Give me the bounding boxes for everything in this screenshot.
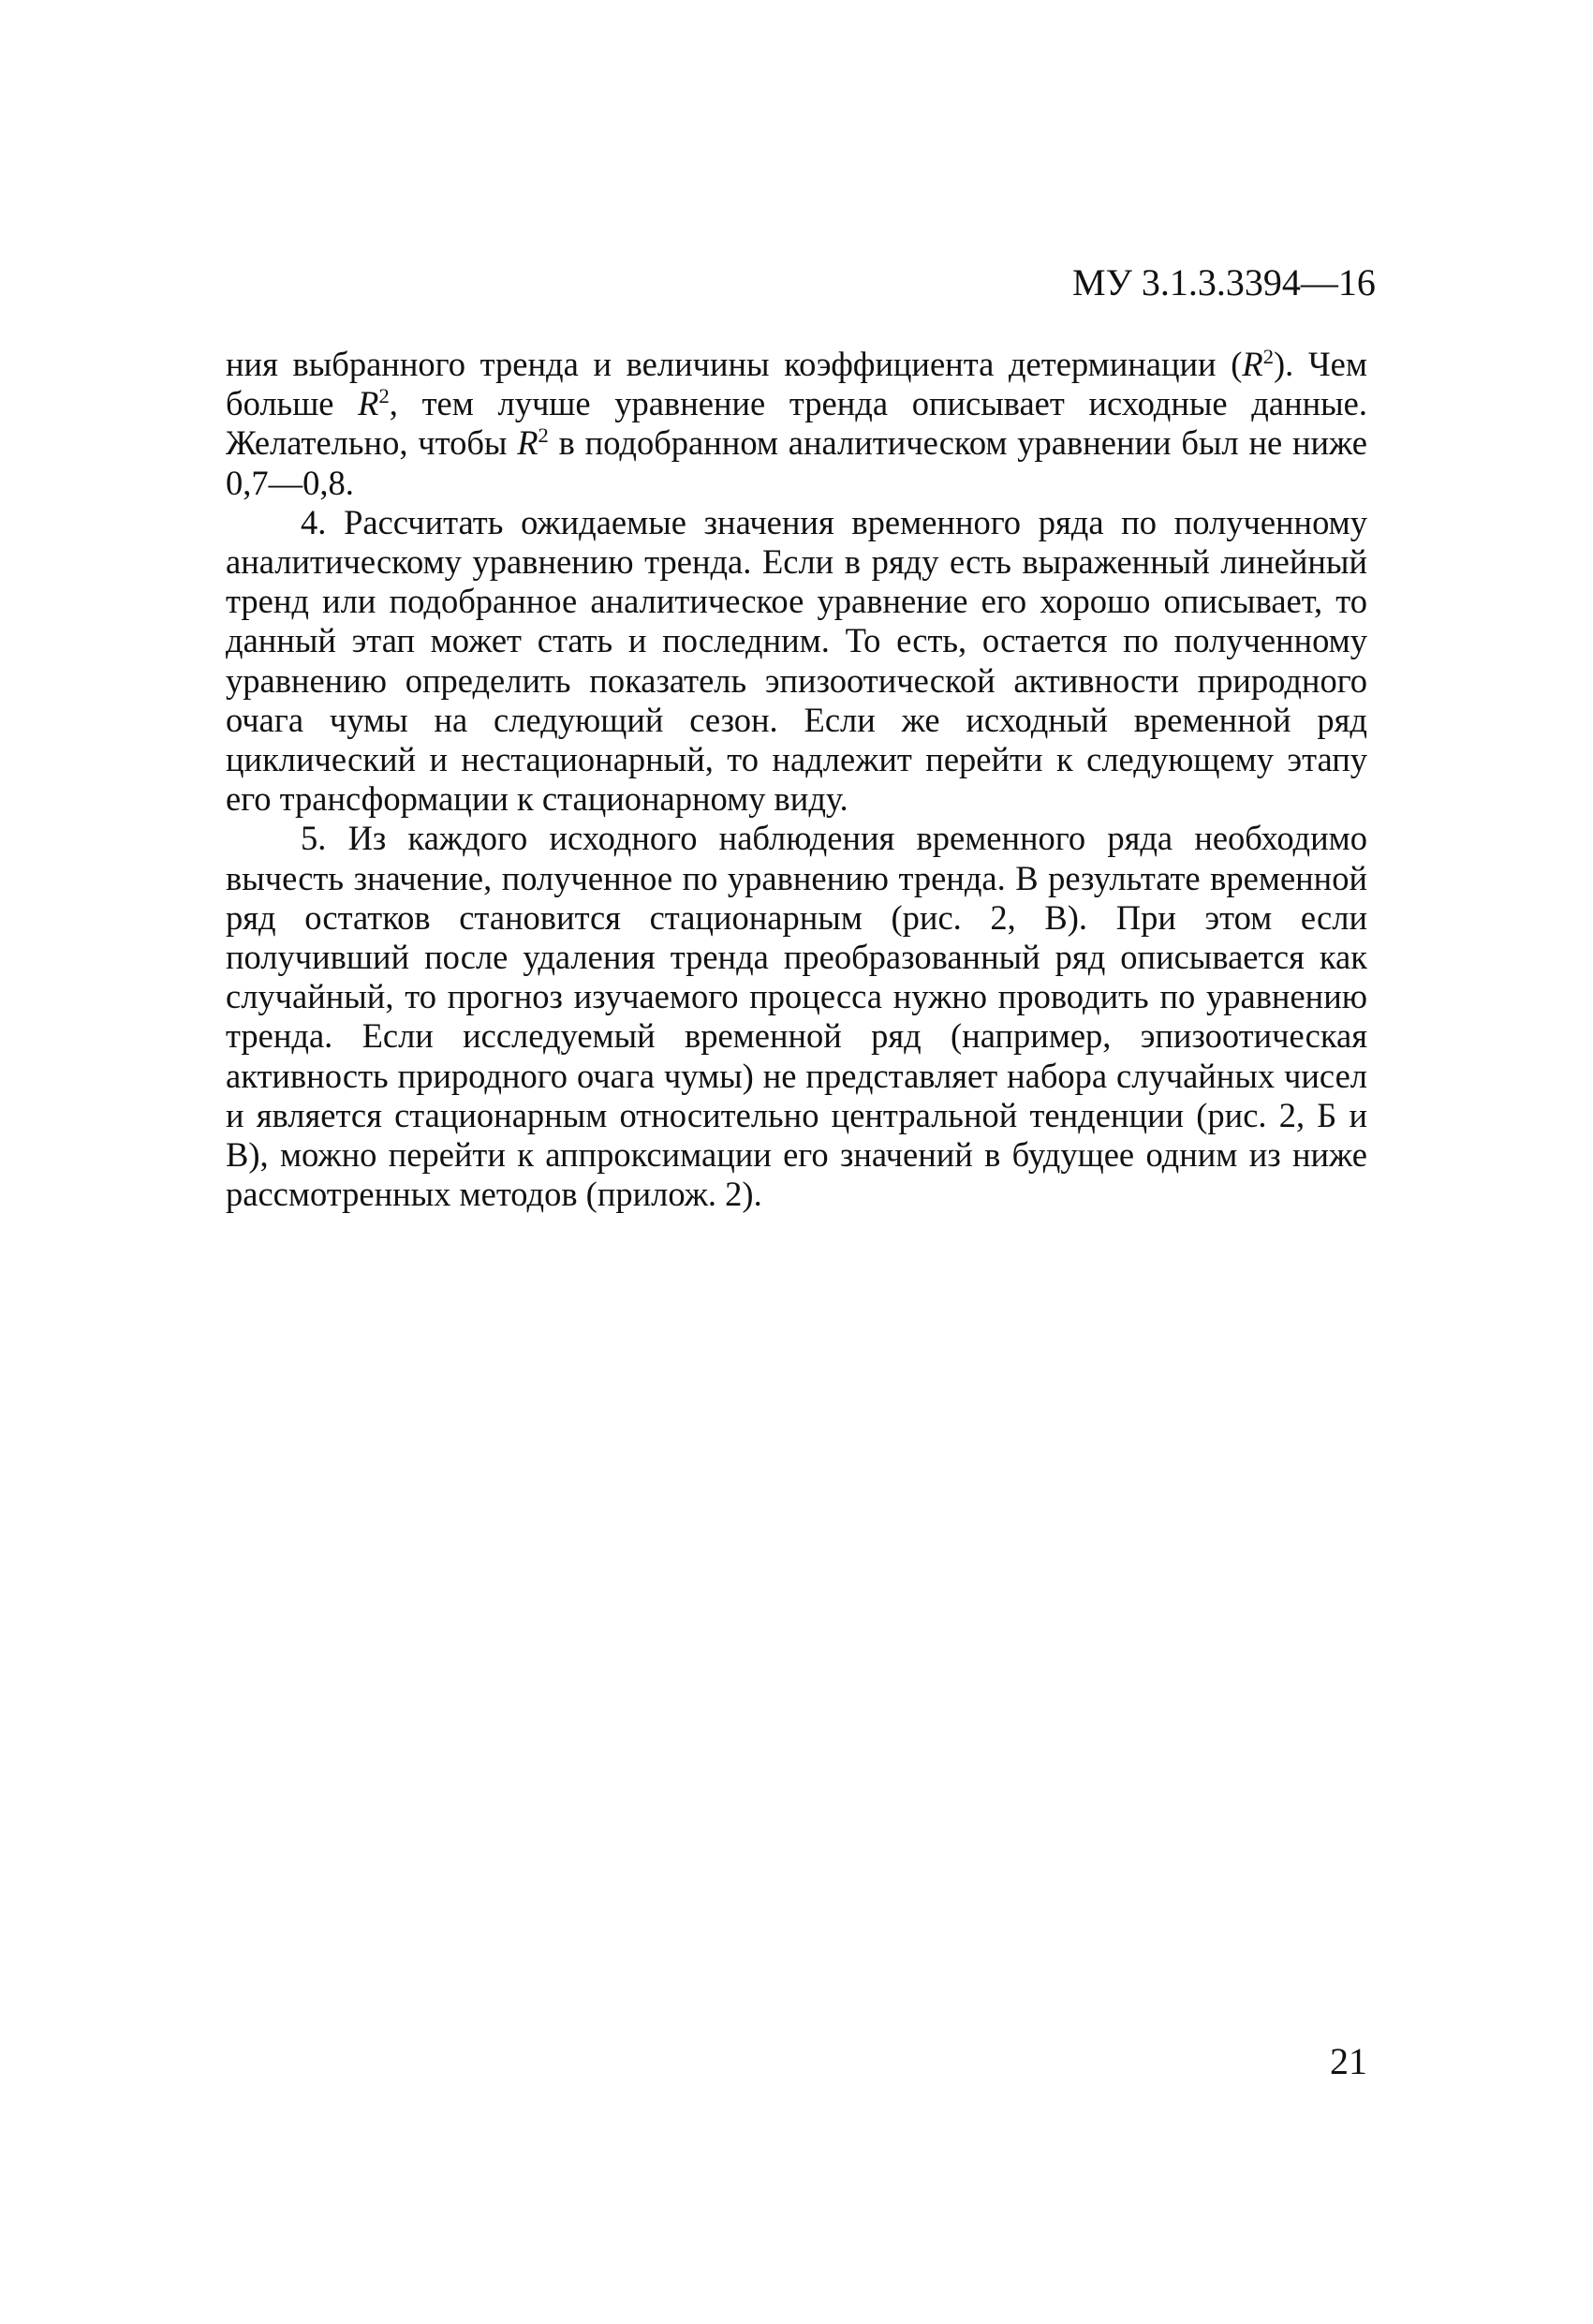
italic-symbol: R [358, 384, 379, 423]
document-code-header: МУ 3.1.3.3394—16 [1072, 261, 1376, 303]
text-run: в подобранном аналитическом уравнении был не ниже 0,7—0,8. [226, 423, 1367, 502]
text-run: ). Чем больше [226, 345, 1367, 423]
paragraph [226, 345, 1367, 503]
superscript: 2 [538, 423, 549, 448]
italic-symbol: R [1242, 345, 1263, 383]
body-text [226, 345, 1367, 1214]
superscript: 2 [1262, 344, 1274, 368]
text-run: 5. Из каждого исходного наблюдения временного ряда необходимо вычесть значение, полученное по уравнению тренда. В результате временной ряд остатков становится стационарным (рис. 2, В). При этом если получивший после удаления тренда преобразованный ряд описывается как случайный, то прогноз изучаемого процесса нужно проводить по уравнению тренда. Если исследуемый временной ряд (например, эпизоотическая активность природного очага чумы) не представляет набора случайных чисел и является стационарным относительно центральной тенденции (рис. 2, Б и В), можно перейти к аппроксимации его значений в будущее одним из ниже рассмотренных методов (прилож. 2). [226, 819, 1367, 1214]
text-run: , тем лучше уравнение тренда описывает исходные данные. Желательно, чтобы [226, 384, 1367, 463]
page-number: 21 [1330, 2040, 1367, 2082]
text-run: ния выбранного тренда и величины коэффициента детерминации ( [226, 345, 1243, 383]
paragraph [226, 819, 1367, 1214]
italic-symbol: R [517, 423, 538, 463]
superscript: 2 [378, 384, 390, 408]
text-run: 4. Рассчитать ожидаемые значения временного ряда по полученному аналитическому уравнению тренда. Если в ряду есть выраженный линейный тренд или подобранное аналитическое уравнение его хорошо описывает, то данный этап может стать и последним. То есть, остается по полученному уравнению определить показатель эпизоотической активности природного очага чумы на следующий сезон. Если же исходный временной ряд циклический и нестационарный, то надлежит перейти к следующему этапу его трансформации к стационарному виду. [226, 502, 1367, 819]
paragraph [226, 503, 1367, 820]
